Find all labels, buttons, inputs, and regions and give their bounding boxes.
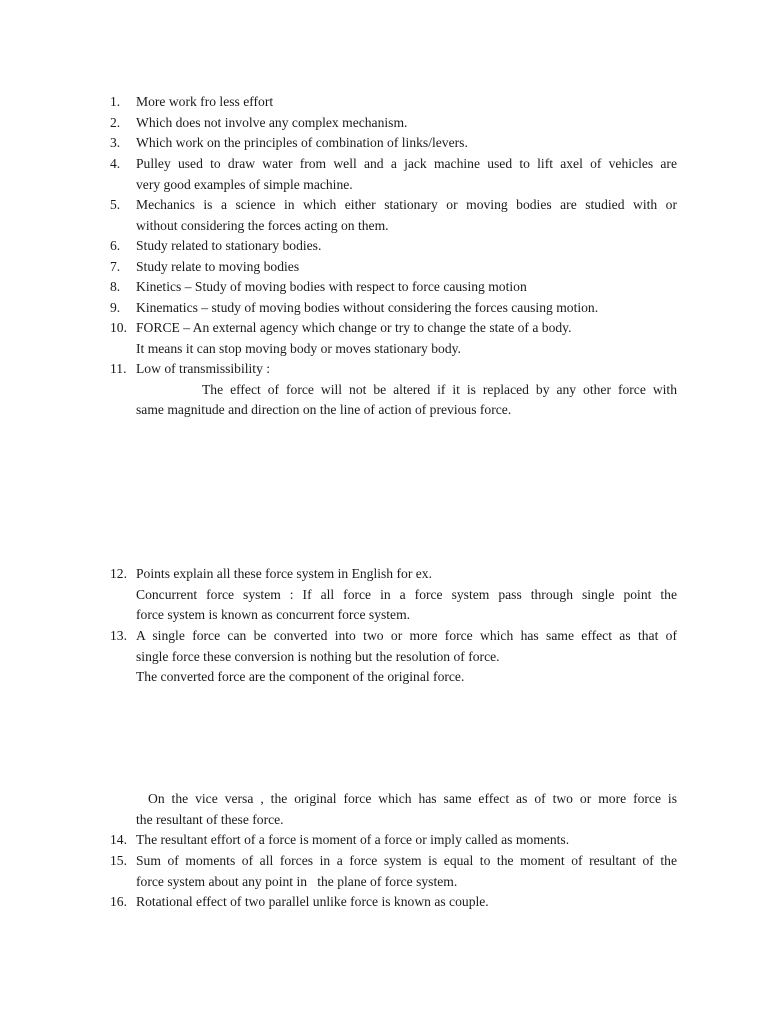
item-number: 2.	[110, 115, 121, 130]
item-text: very good examples of simple machine.	[136, 176, 353, 192]
item-text: Which does not involve any complex mechanism.	[136, 115, 408, 130]
item-text: Kinematics – study of moving bodies without considering the forces causing motion.	[136, 300, 599, 315]
paragraph-line: On the vice versa , the original force which has same effect as of two or more force is	[148, 791, 677, 806]
item-number: 1.	[110, 94, 121, 109]
item-text: The effect of force will not be altered if it is replaced by any other force with	[202, 381, 677, 397]
item-heading: Low of transmissibility :	[136, 361, 271, 376]
item-number: 12.	[110, 566, 127, 581]
item-number: 4.	[110, 156, 121, 171]
item-number: 3.	[110, 135, 121, 150]
item-text: Study relate to moving bodies	[136, 259, 300, 274]
item-text: Rotational effect of two parallel unlike force is known as couple.	[136, 894, 489, 909]
item-number: 9.	[110, 300, 121, 315]
item-number: 13.	[110, 628, 127, 643]
item-number: 6.	[110, 238, 121, 253]
item-text: single force these conversion is nothing but the resolution of force.	[136, 648, 500, 664]
item-text: The converted force are the component of the original force.	[136, 669, 465, 684]
item-number: 10.	[110, 320, 127, 335]
item-text: without considering the forces acting on them.	[136, 217, 389, 233]
item-text: Kinetics – Study of moving bodies with respect to force causing motion	[136, 279, 527, 294]
item-text: force system is known as concurrent force system.	[136, 607, 411, 622]
item-text: It means it can stop moving body or moves stationary body.	[136, 340, 461, 356]
item-number: 16.	[110, 894, 127, 909]
item-text: Points explain all these force system in English for ex.	[136, 566, 432, 581]
item-number: 5.	[110, 197, 121, 212]
item-text: More work fro less effort	[136, 94, 274, 109]
item-text: Sum of moments of all forces in a force system is equal to the moment of resultant of the	[136, 853, 677, 868]
item-text: same magnitude and direction on the line of action of previous force.	[136, 402, 512, 417]
item-text: The resultant effort of a force is moment of a force or imply called as moments.	[136, 832, 570, 847]
item-number: 7.	[110, 259, 121, 274]
vice-versa-paragraph	[136, 789, 677, 830]
item-number: 8.	[110, 279, 121, 294]
item-number: 15.	[110, 853, 127, 868]
item-number: 14.	[110, 832, 127, 847]
item-text: A single force can be converted into two or more force which has same effect as that of	[136, 628, 677, 643]
item-text: force system about any point in the plane of force system.	[136, 873, 458, 889]
paragraph-line: the resultant of these force.	[136, 811, 284, 827]
item-text: Concurrent force system : If all force in a force system pass through single point the	[136, 586, 677, 602]
item-text: FORCE – An external agency which change or try to change the state of a body.	[136, 320, 572, 335]
item-number: 11.	[110, 361, 127, 376]
item-text: Mechanics is a science in which either stationary or moving bodies are studied with or	[136, 197, 677, 212]
item-text: Pulley used to draw water from well and a jack machine used to lift axel of vehicles are	[136, 156, 677, 171]
item-text: Study related to stationary bodies.	[136, 238, 322, 253]
item-text: Which work on the principles of combination of links/levers.	[136, 135, 468, 150]
